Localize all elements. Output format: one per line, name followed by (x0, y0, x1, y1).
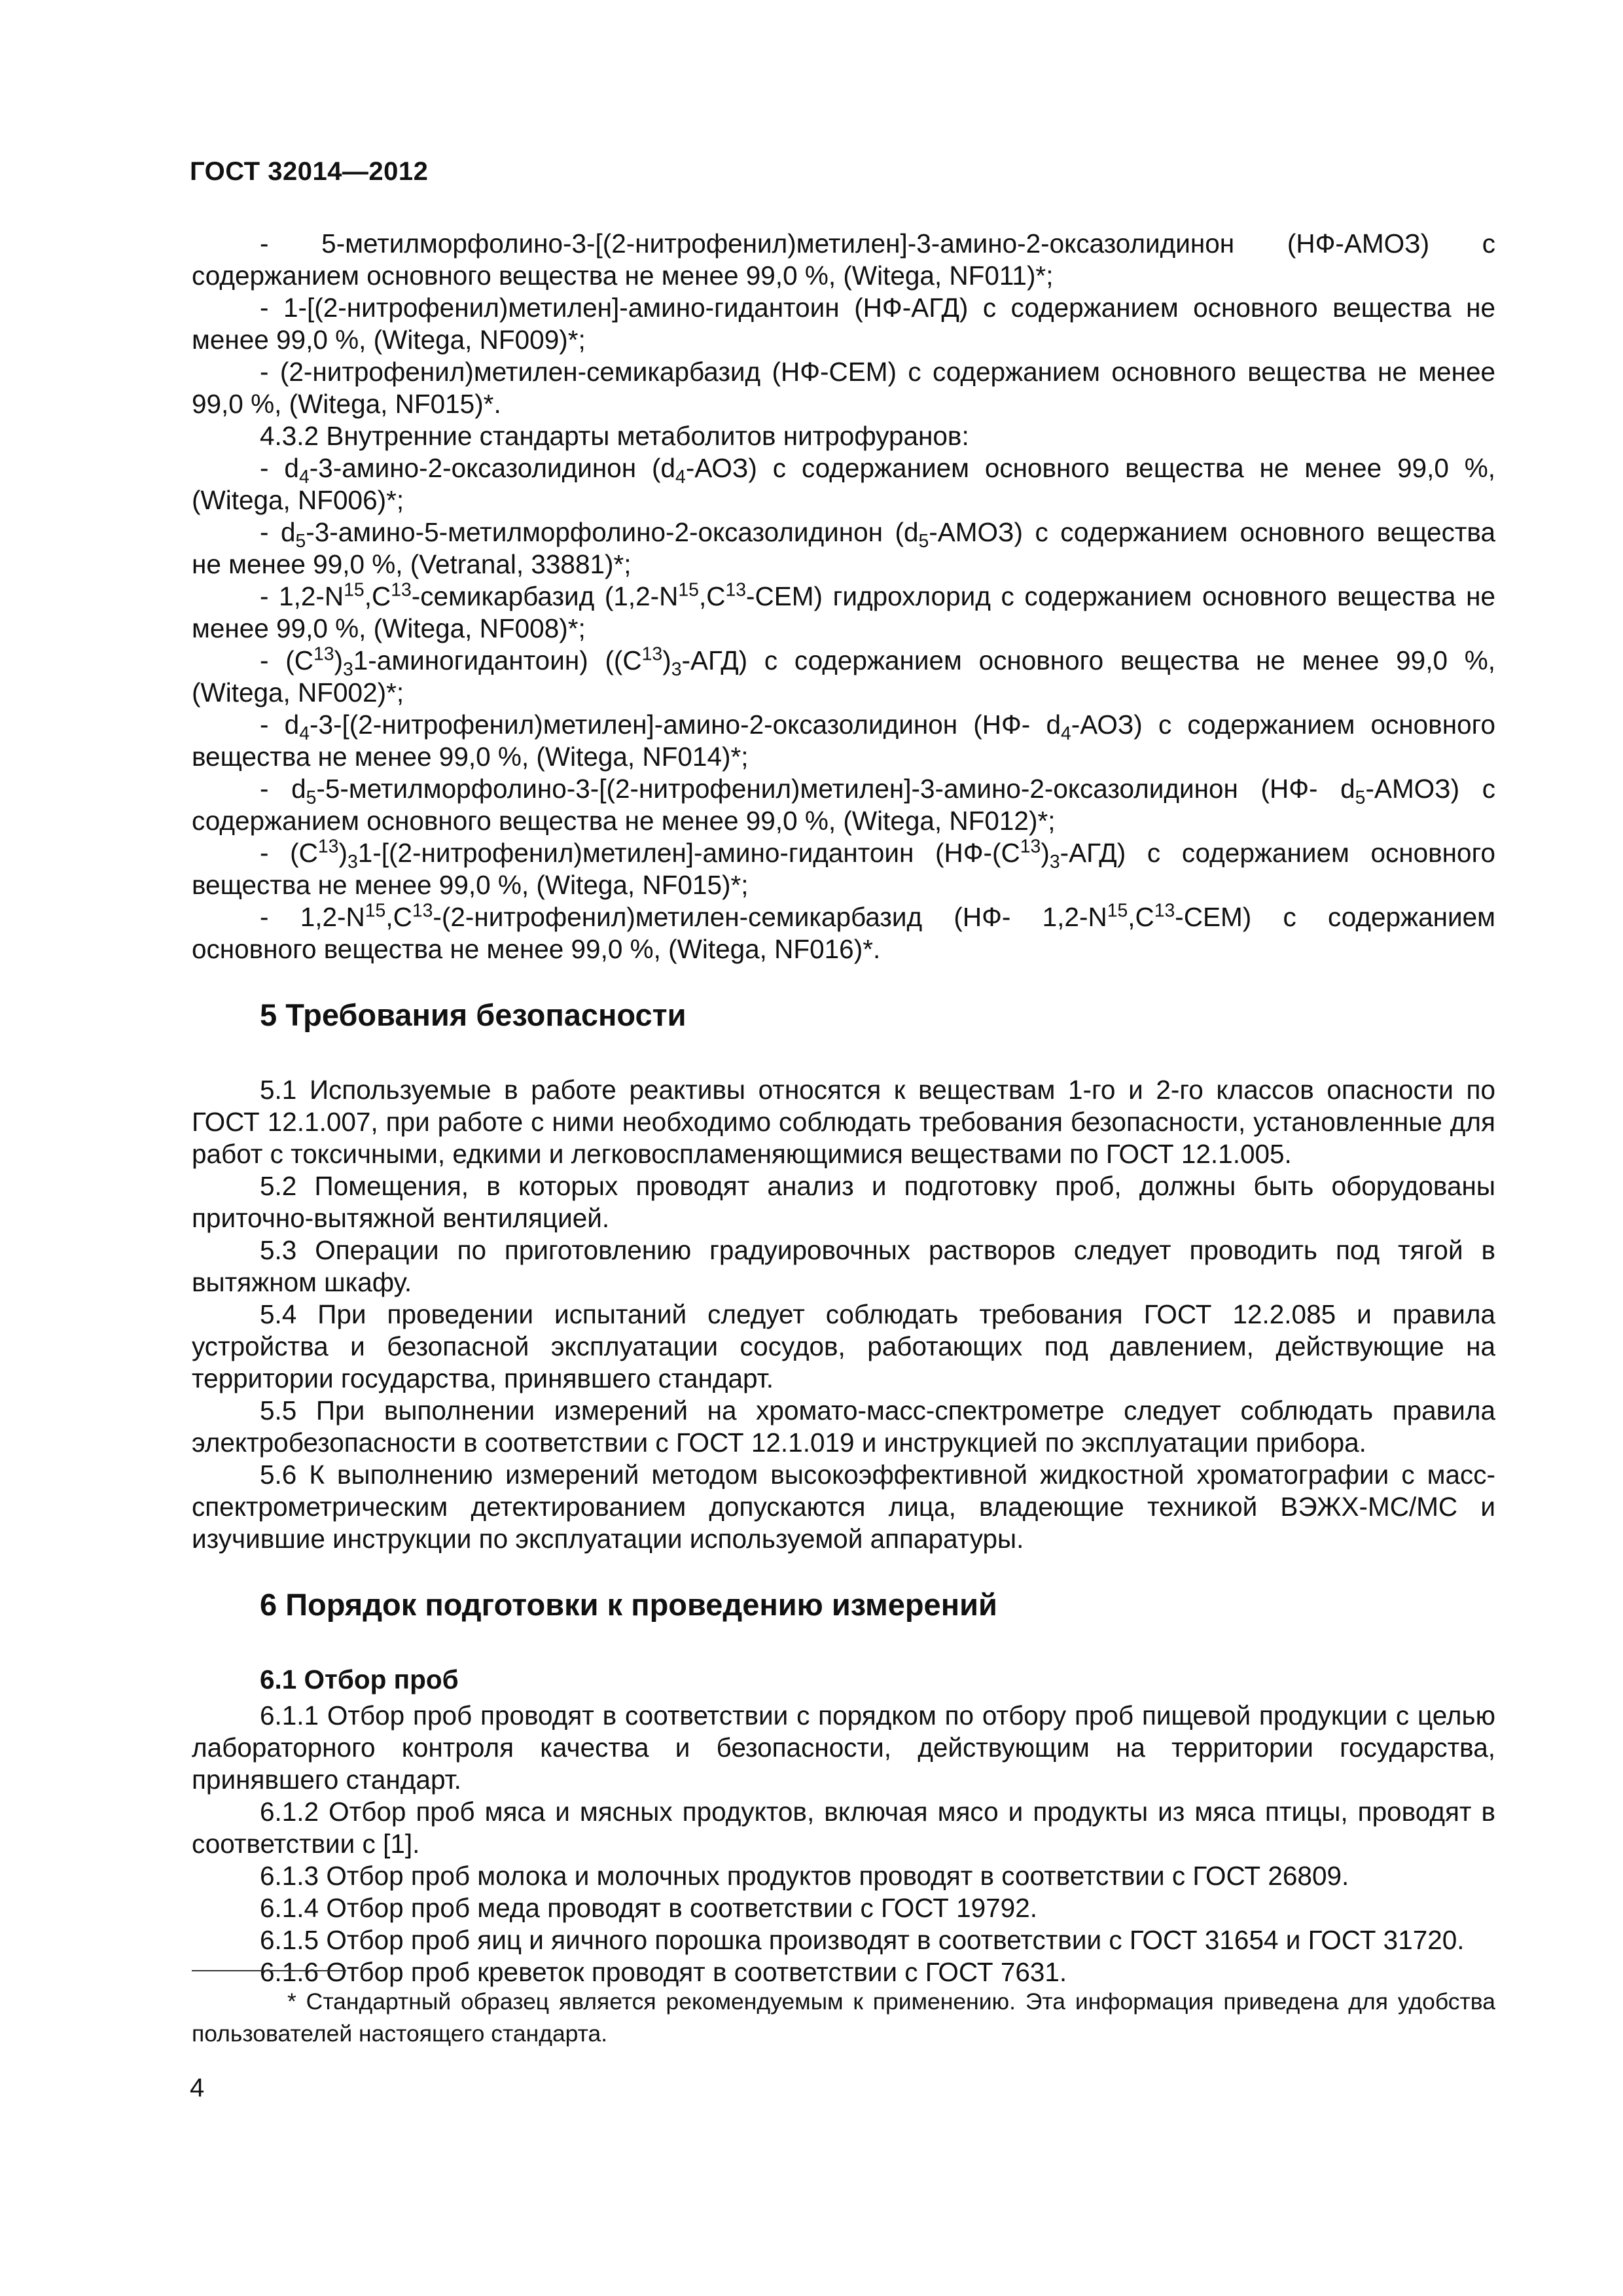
document-body (192, 228, 1495, 1988)
footnote-divider (192, 1970, 346, 1971)
subsection-6-1-title: 6.1 Отбор проб (260, 1664, 459, 1695)
footnote: * Стандартный образец является рекомендуемым к применению. Эта информация приведена для удобства пользователей настоящего стандарта. (192, 1988, 1495, 2047)
paragraph: 6.1.3 Отбор проб молока и молочных продуктов проводят в соответствии с ГОСТ 26809. (260, 1861, 1349, 1891)
paragraph: 6.1.6 Отбор проб креветок проводят в соответствии с ГОСТ 7631. (260, 1957, 1067, 1987)
list-item: - $d_4-3-амино-2$-оксазолидинон $(d_4-АОЗ)$ с содержанием основного вещества не менее 99,0 %, (Witega, NF006)*; (192, 453, 1496, 515)
list-item: - $(C^{13})_31-[(2-нитрофенил)метилен]-амино$-гидантоин $(НФ-(C^{13})_3-АГД)$ с содержанием основного вещества не менее 99,0 %, (Witega, NF015)*; (192, 836, 1495, 900)
list-item: - $1,2-N^{15},C^{13}-(2-нитрофенил)метилен$-семикарбазид (НФ- $1,2-N^{15},C^{13}-СЕМ$) с содержанием основного вещества не менее 99,0 %, (Witega, NF016)*. (192, 900, 1495, 964)
paragraph: 5.4 При проведении испытаний следует соблюдать требования ГОСТ 12.2.085 и правила устройства и безопасной эксплуатации сосудов, работающих под давлением, действующие на территории государства, принявшего стандарт. (192, 1299, 1495, 1393)
subsection-heading-4-3-2: 4.3.2 Внутренние стандарты метаболитов нитрофуранов: (260, 421, 969, 451)
paragraph: 6.1.2 Отбор проб мяса и мясных продуктов, включая мясо и продукты из мяса птицы, проводят в соответствии с [1]. (192, 1797, 1495, 1859)
list-item: - $d_4-3-[(2-нитрофенил)метилен]-амино-2$-оксазолидинон (НФ- $d_4-АОЗ$) с содержанием основного вещества не менее 99,0 %, (Witega, NF014)*; (192, 709, 1495, 772)
paragraph: 5.3 Операции по приготовлению градуировочных растворов следует проводить под тягой в вытяжном шкафу. (192, 1235, 1495, 1297)
paragraph: 5.5 При выполнении измерений на хромато-масс-спектрометре следует соблюдать правила электробезопасности в соответствии с ГОСТ 12.1.019 и инструкцией по эксплуатации прибора. (192, 1395, 1495, 1458)
paragraph: 5.2 Помещения, в которых проводят анализ и подготовку проб, должны быть оборудованы приточно-вытяжной вентиляцией. (192, 1171, 1495, 1233)
paragraph: 6.1.1 Отбор проб проводят в соответствии с порядком по отбору проб пищевой продукции с целью лабораторного контроля качества и безопасности, действующим на территории государства, принявшего стандарт. (192, 1700, 1495, 1795)
section-5-title: 5 Требования безопасности (260, 997, 687, 1032)
page-number: 4 (190, 2073, 205, 2102)
paragraph: 5.1 Используемые в работе реактивы относятся к веществам 1-го и 2-го классов опасности по ГОСТ 12.1.007, при работе с ними необходимо соблюдать требования безопасности, установленные для работ с токсичными, едкими и легковоспламеняющимися веществами по ГОСТ 12.1.005. (192, 1075, 1495, 1169)
list-item: - $d_5-3-амино-5-метилморфолино-2$-оксазолидинон $(d_5-АМОЗ)$ с содержанием основного вещества не менее 99,0 %, (Vetranal, 33881)*; (192, 517, 1496, 579)
list-item: - (2-нитрофенил)метилен-семикарбазид (НФ-СЕМ) с содержанием основного вещества не менее 99,0 %, (Witega, NF015)*. (192, 357, 1495, 419)
paragraph: 5.6 К выполнению измерений методом высокоэффективной жидкостной хроматографии с масс-спектрометрическим детектированием допускаются лица, владеющие техникой ВЭЖХ-МС/МС и изучившие инструкции по эксплуатации используемой аппаратуры. (192, 1460, 1495, 1554)
list-item: - $(C^{13})_31-аминогидантоин$) $((C^{13})_3-АГД)$ с содержанием основного вещества не менее 99,0 %, (Witega, NF002)*; (192, 643, 1495, 708)
list-item: - $d_5-5-метилморфолино-3-[(2-нитрофенил)метилен]-3-амино-2$-оксазолидинон (НФ- $d_5-АМОЗ$) с содержанием основного вещества не менее 99,0 %, (Witega, NF012)*; (192, 774, 1495, 836)
list-item: - 5-метилморфолино-3-[(2-нитрофенил)метилен]-3-амино-2-оксазолидинон (НФ-АМОЗ) с содержанием основного вещества не менее 99,0 %, (Witega, NF011)*; (192, 228, 1495, 291)
section-6-title: 6 Порядок подготовки к проведению измерений (260, 1587, 997, 1622)
list-item: - $1,2-N^{15},C^{13}$-семикарбазид $(1,2-N^{15},C^{13}-СЕМ)$ гидрохлорид с содержанием основного вещества не менее 99,0 %, (Witega, NF008)*; (192, 579, 1495, 643)
list-item: - 1-[(2-нитрофенил)метилен]-амино-гидантоин (НФ-АГД) с содержанием основного вещества не менее 99,0 %, (Witega, NF009)*; (192, 293, 1495, 355)
document-header: ГОСТ 32014—2012 (190, 157, 429, 186)
paragraph: 6.1.4 Отбор проб меда проводят в соответствии с ГОСТ 19792. (260, 1893, 1037, 1923)
paragraph: 6.1.5 Отбор проб яиц и яичного порошка производят в соответствии с ГОСТ 31654 и ГОСТ 31720. (260, 1925, 1465, 1955)
